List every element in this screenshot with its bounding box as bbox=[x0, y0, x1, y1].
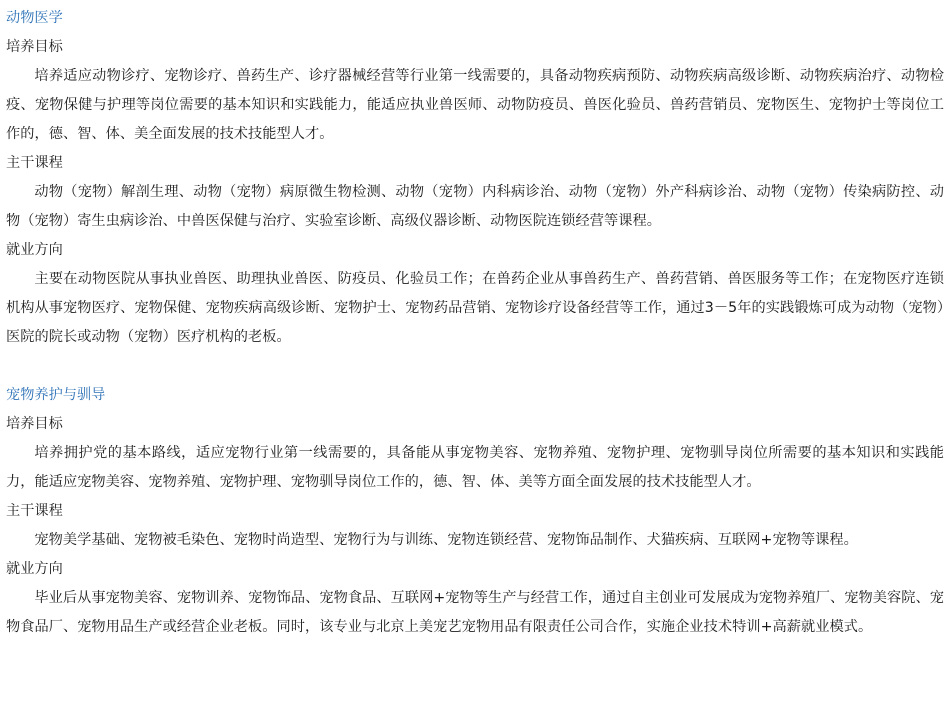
subheading-training-goal: 培养目标 bbox=[6, 416, 63, 432]
paragraph-main-courses: 宠物美学基础、宠物被毛染色、宠物时尚造型、宠物行为与训练、宠物连锁经营、宠物饰品制作、犬猫疾病、互联网+宠物等课程。 bbox=[34, 532, 858, 548]
paragraph-employment: 毕业后从事宠物美容、宠物训养、宠物饰品、宠物食品、互联网+宠物等生产与经营工作，通过自主创业可发展成为宠物养殖厂、宠物美容院、宠物食品厂、宠物用品生产或经营企业老板。同时，该专业与北京上美宠艺宠物用品有限责任公司合作，实施企业技术特训+高薪就业模式。 bbox=[6, 590, 944, 635]
subheading-employment: 就业方向 bbox=[6, 242, 63, 258]
subheading-training-goal: 培养目标 bbox=[6, 39, 63, 55]
paragraph-main-courses: 动物（宠物）解剖生理、动物（宠物）病原微生物检测、动物（宠物）内科病诊治、动物（宠物）外产科病诊治、动物（宠物）传染病防控、动物（宠物）寄生虫病诊治、中兽医保健与治疗、实验室诊断、高级仪器诊断、动物医院连锁经营等课程。 bbox=[6, 184, 944, 229]
section-animal-medicine bbox=[6, 4, 944, 352]
paragraph-training-goal: 培养拥护党的基本路线，适应宠物行业第一线需要的，具备能从事宠物美容、宠物养殖、宠物护理、宠物驯导岗位所需要的基本知识和实践能力，能适应宠物美容、宠物养殖、宠物护理、宠物驯导岗位工作的，德、智、体、美等方面全面发展的技术技能型人才。 bbox=[6, 445, 944, 490]
paragraph-training-goal: 培养适应动物诊疗、宠物诊疗、兽药生产、诊疗器械经营等行业第一线需要的，具备动物疾病预防、动物疾病高级诊断、动物疾病治疗、动物检疫、宠物保健与护理等岗位需要的基本知识和实践能力，能适应执业兽医师、动物防疫员、兽医化验员、兽药营销员、宠物医生、宠物护士等岗位工作的，德、智、体、美全面发展的技术技能型人才。 bbox=[6, 68, 944, 142]
section-pet-care-training bbox=[6, 381, 944, 642]
section-title: 动物医学 bbox=[6, 10, 63, 26]
section-spacer bbox=[6, 352, 944, 381]
section-title: 宠物养护与驯导 bbox=[6, 387, 106, 403]
subheading-main-courses: 主干课程 bbox=[6, 503, 63, 519]
subheading-employment: 就业方向 bbox=[6, 561, 63, 577]
subheading-main-courses: 主干课程 bbox=[6, 155, 63, 171]
paragraph-employment: 主要在动物医院从事执业兽医、助理执业兽医、防疫员、化验员工作；在兽药企业从事兽药生产、兽药营销、兽医服务等工作；在宠物医疗连锁机构从事宠物医疗、宠物保健、宠物疾病高级诊断、宠物护士、宠物药品营销、宠物诊疗设备经营等工作，通过3－5年的实践锻炼可成为动物（宠物）医院的院长或动物（宠物）医疗机构的老板。 bbox=[6, 271, 944, 345]
